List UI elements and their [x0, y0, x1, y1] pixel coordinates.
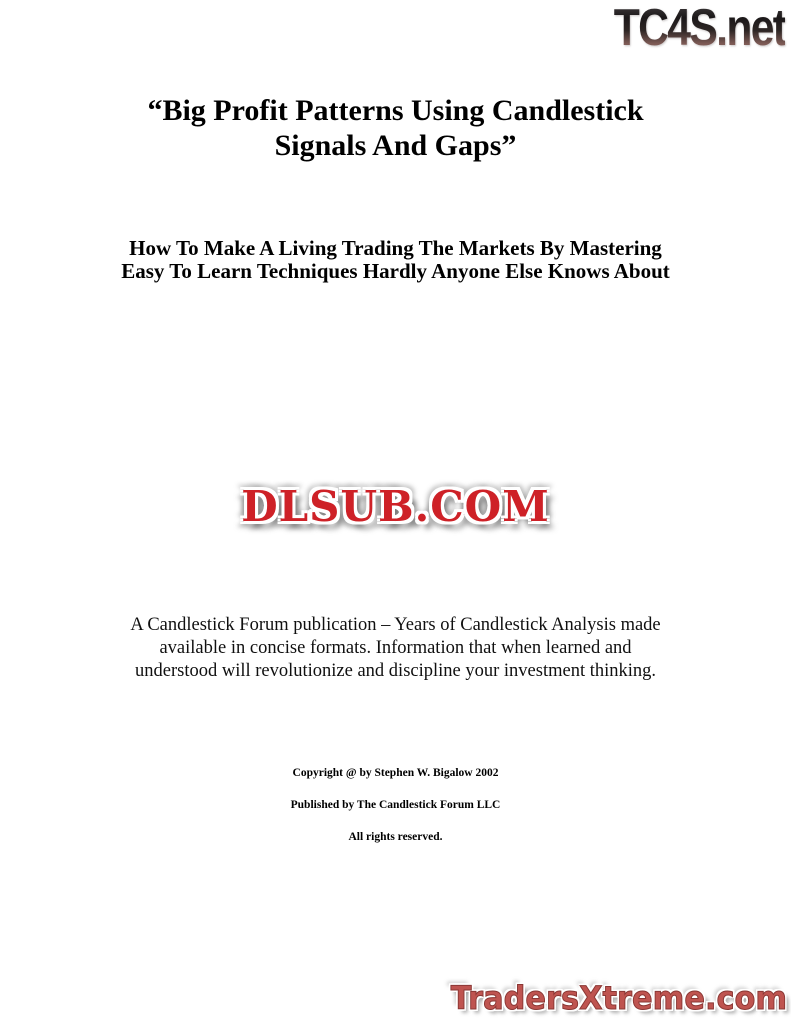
page-title: [0, 93, 791, 163]
copyright-publisher-line: Published by The Candlestick Forum LLC: [290, 799, 501, 811]
tradersxtreme-com-logo: TradersXtreme.com: [450, 979, 787, 1017]
page-subtitle: [0, 237, 791, 283]
copyright-author-line: Copyright @ by Stephen W. Bigalow 2002: [292, 767, 499, 779]
title-line-1: “Big Profit Patterns Using Candlestick: [147, 94, 644, 127]
description-line-3: understood will revolutionize and discipline your investment thinking.: [135, 661, 656, 681]
subtitle-line-2: Easy To Learn Techniques Hardly Anyone Else Knows About: [121, 259, 670, 283]
publication-description: [0, 614, 791, 683]
description-line-1: A Candlestick Forum publication – Years of Candlestick Analysis made: [130, 615, 661, 635]
copyright-block: [0, 766, 791, 862]
description-line-2: available in concise formats. Information that when learned and: [159, 638, 632, 658]
copyright-rights-line: All rights reserved.: [348, 831, 443, 843]
title-line-2: Signals And Gaps”: [274, 129, 517, 162]
subtitle-line-1: How To Make A Living Trading The Markets By Mastering: [129, 236, 662, 260]
dlsub-com-logo: DLSUB.COM: [241, 482, 550, 531]
tc4s-net-logo: TC4S.net: [613, 0, 785, 57]
